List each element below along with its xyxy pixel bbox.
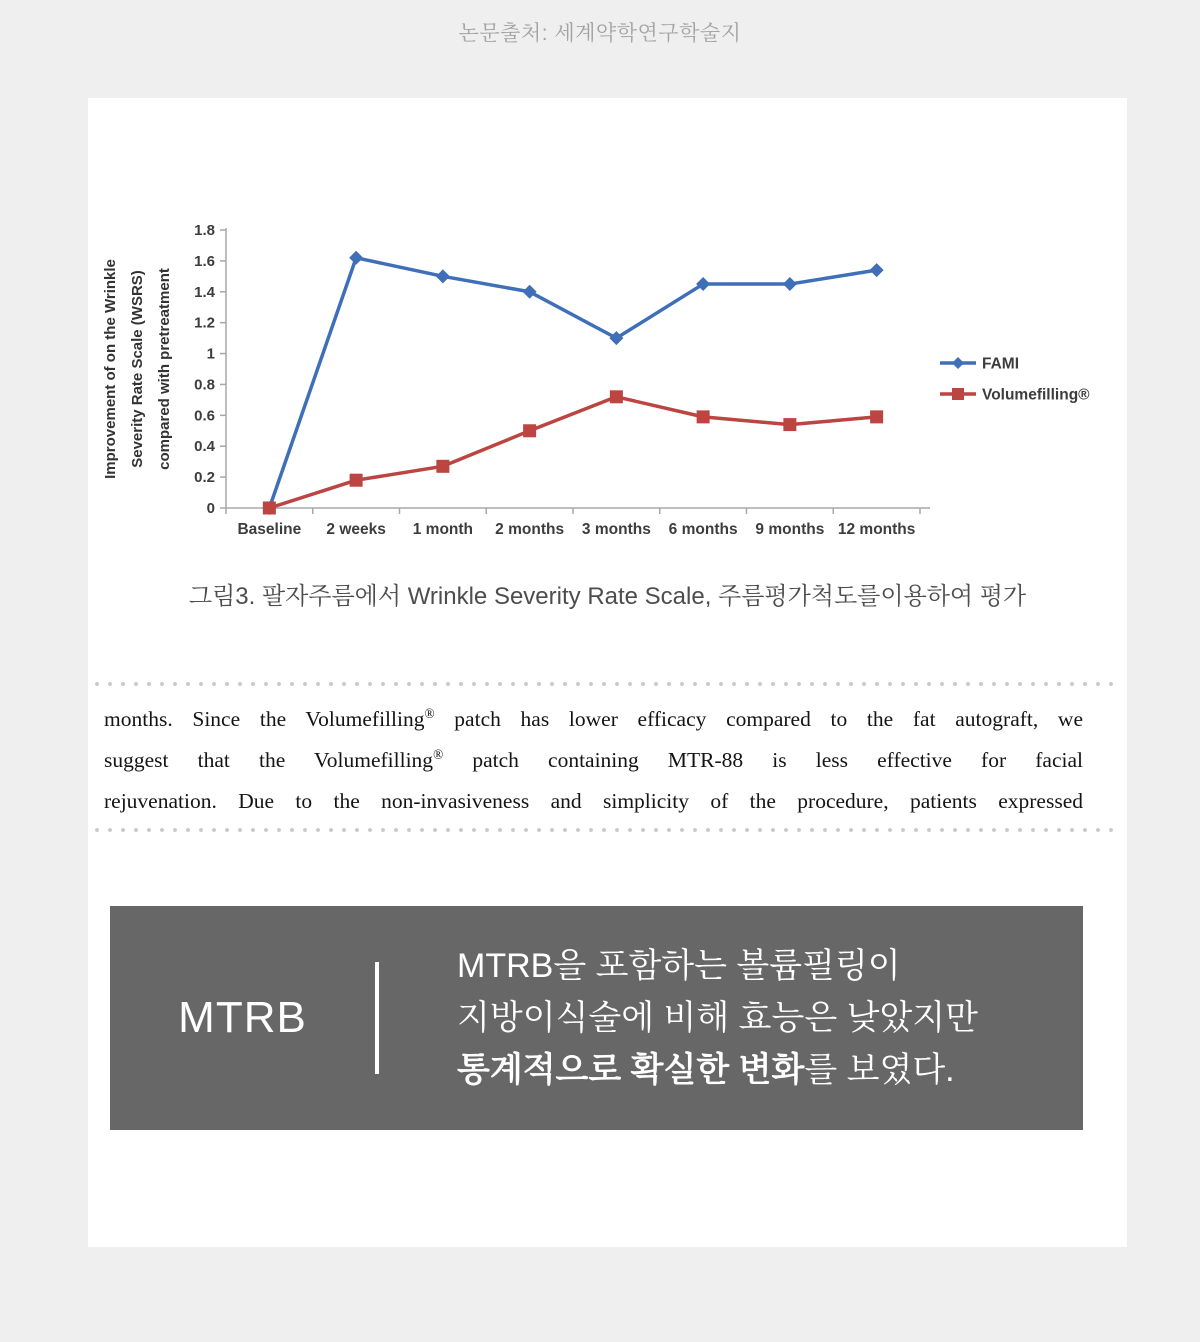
diamond-marker-icon [870,263,884,277]
y-axis-title-line: Improvement of on the Wrinkle [102,259,119,479]
diamond-marker-icon [349,251,363,265]
diamond-marker-icon [436,269,450,283]
y-tick-label: 1.6 [194,252,215,270]
square-marker-icon [523,424,536,437]
x-category-label: 12 months [837,521,916,538]
x-category-label: 2 months [495,521,565,538]
figure-caption: 그림3. 팔자주름에서 Wrinkle Severity Rate Scale, 주름평가척도를이용하여 평가 [188,583,1027,610]
y-axis-title-line: Severity Rate Scale (WSRS) [129,270,146,468]
square-marker-icon [783,418,796,431]
diamond-marker-icon [523,285,537,299]
mtrb-keyword-label: MTRB [178,993,307,1042]
excerpt-line: suggest that the Volumefilling® patch containing MTR-88 is less effective for facial [104,746,1083,772]
y-axis-title-line: compared with pretreatment [156,268,173,470]
diamond-marker-icon [952,357,964,369]
y-tick-label: 1.4 [194,283,215,301]
excerpt-line: months. Since the Volumefilling® patch has lower efficacy compared to the fat autograft, we [104,705,1084,731]
content-card [88,98,1127,1247]
dotted-divider-bottom [95,828,1119,832]
mtrb-highlight-box [110,906,1083,1130]
y-tick-label: 1.8 [194,222,215,239]
wsrs-line-chart [88,220,1127,560]
x-category-label: 6 months [668,521,738,538]
y-tick-label: 0.8 [194,376,215,394]
x-category-label: 3 months [581,521,651,538]
summary-line: MTRB을 포함하는 볼륨필링이 [457,947,901,985]
series-line-Volumefilling [269,397,876,508]
wsrs-line-chart-svg [88,220,1127,560]
x-category-label: 9 months [755,521,825,538]
square-marker-icon [263,502,276,515]
series-line-FAMI [269,258,876,508]
y-tick-label: 1 [206,345,215,363]
square-marker-icon [436,460,449,473]
excerpt-line: rejuvenation. Due to the non-invasiveness and simplicity of the procedure, patients expressed [104,789,1083,813]
vertical-divider [375,962,379,1074]
y-tick-label: 0.4 [194,438,215,456]
x-category-label: 2 weeks [326,521,386,538]
legend-label: FAMI [982,355,1020,373]
summary-line: 지방이식술에 비해 효능은 낮았지만 [457,999,978,1037]
y-tick-label: 1.2 [194,314,215,332]
paper-source-label: 논문출처: 세계약학연구학술지 [458,22,742,45]
square-marker-icon [870,410,883,423]
legend-label: Volumefilling® [982,386,1090,404]
mtrb-summary-text [457,940,978,1096]
square-marker-icon [697,410,710,423]
y-tick-label: 0.2 [194,469,215,487]
dotted-divider-top [95,682,1119,686]
square-marker-icon [350,474,363,487]
paper-excerpt [104,699,1083,822]
square-marker-icon [610,390,623,403]
square-marker-icon [952,388,964,400]
summary-line: 통계적으로 확실한 변화를 보였다. [457,1051,955,1089]
x-category-label: Baseline [237,521,302,538]
y-tick-label: 0.6 [194,407,215,425]
diamond-marker-icon [783,277,797,291]
y-tick-label: 0 [206,500,215,517]
x-category-label: 1 month [412,521,474,538]
